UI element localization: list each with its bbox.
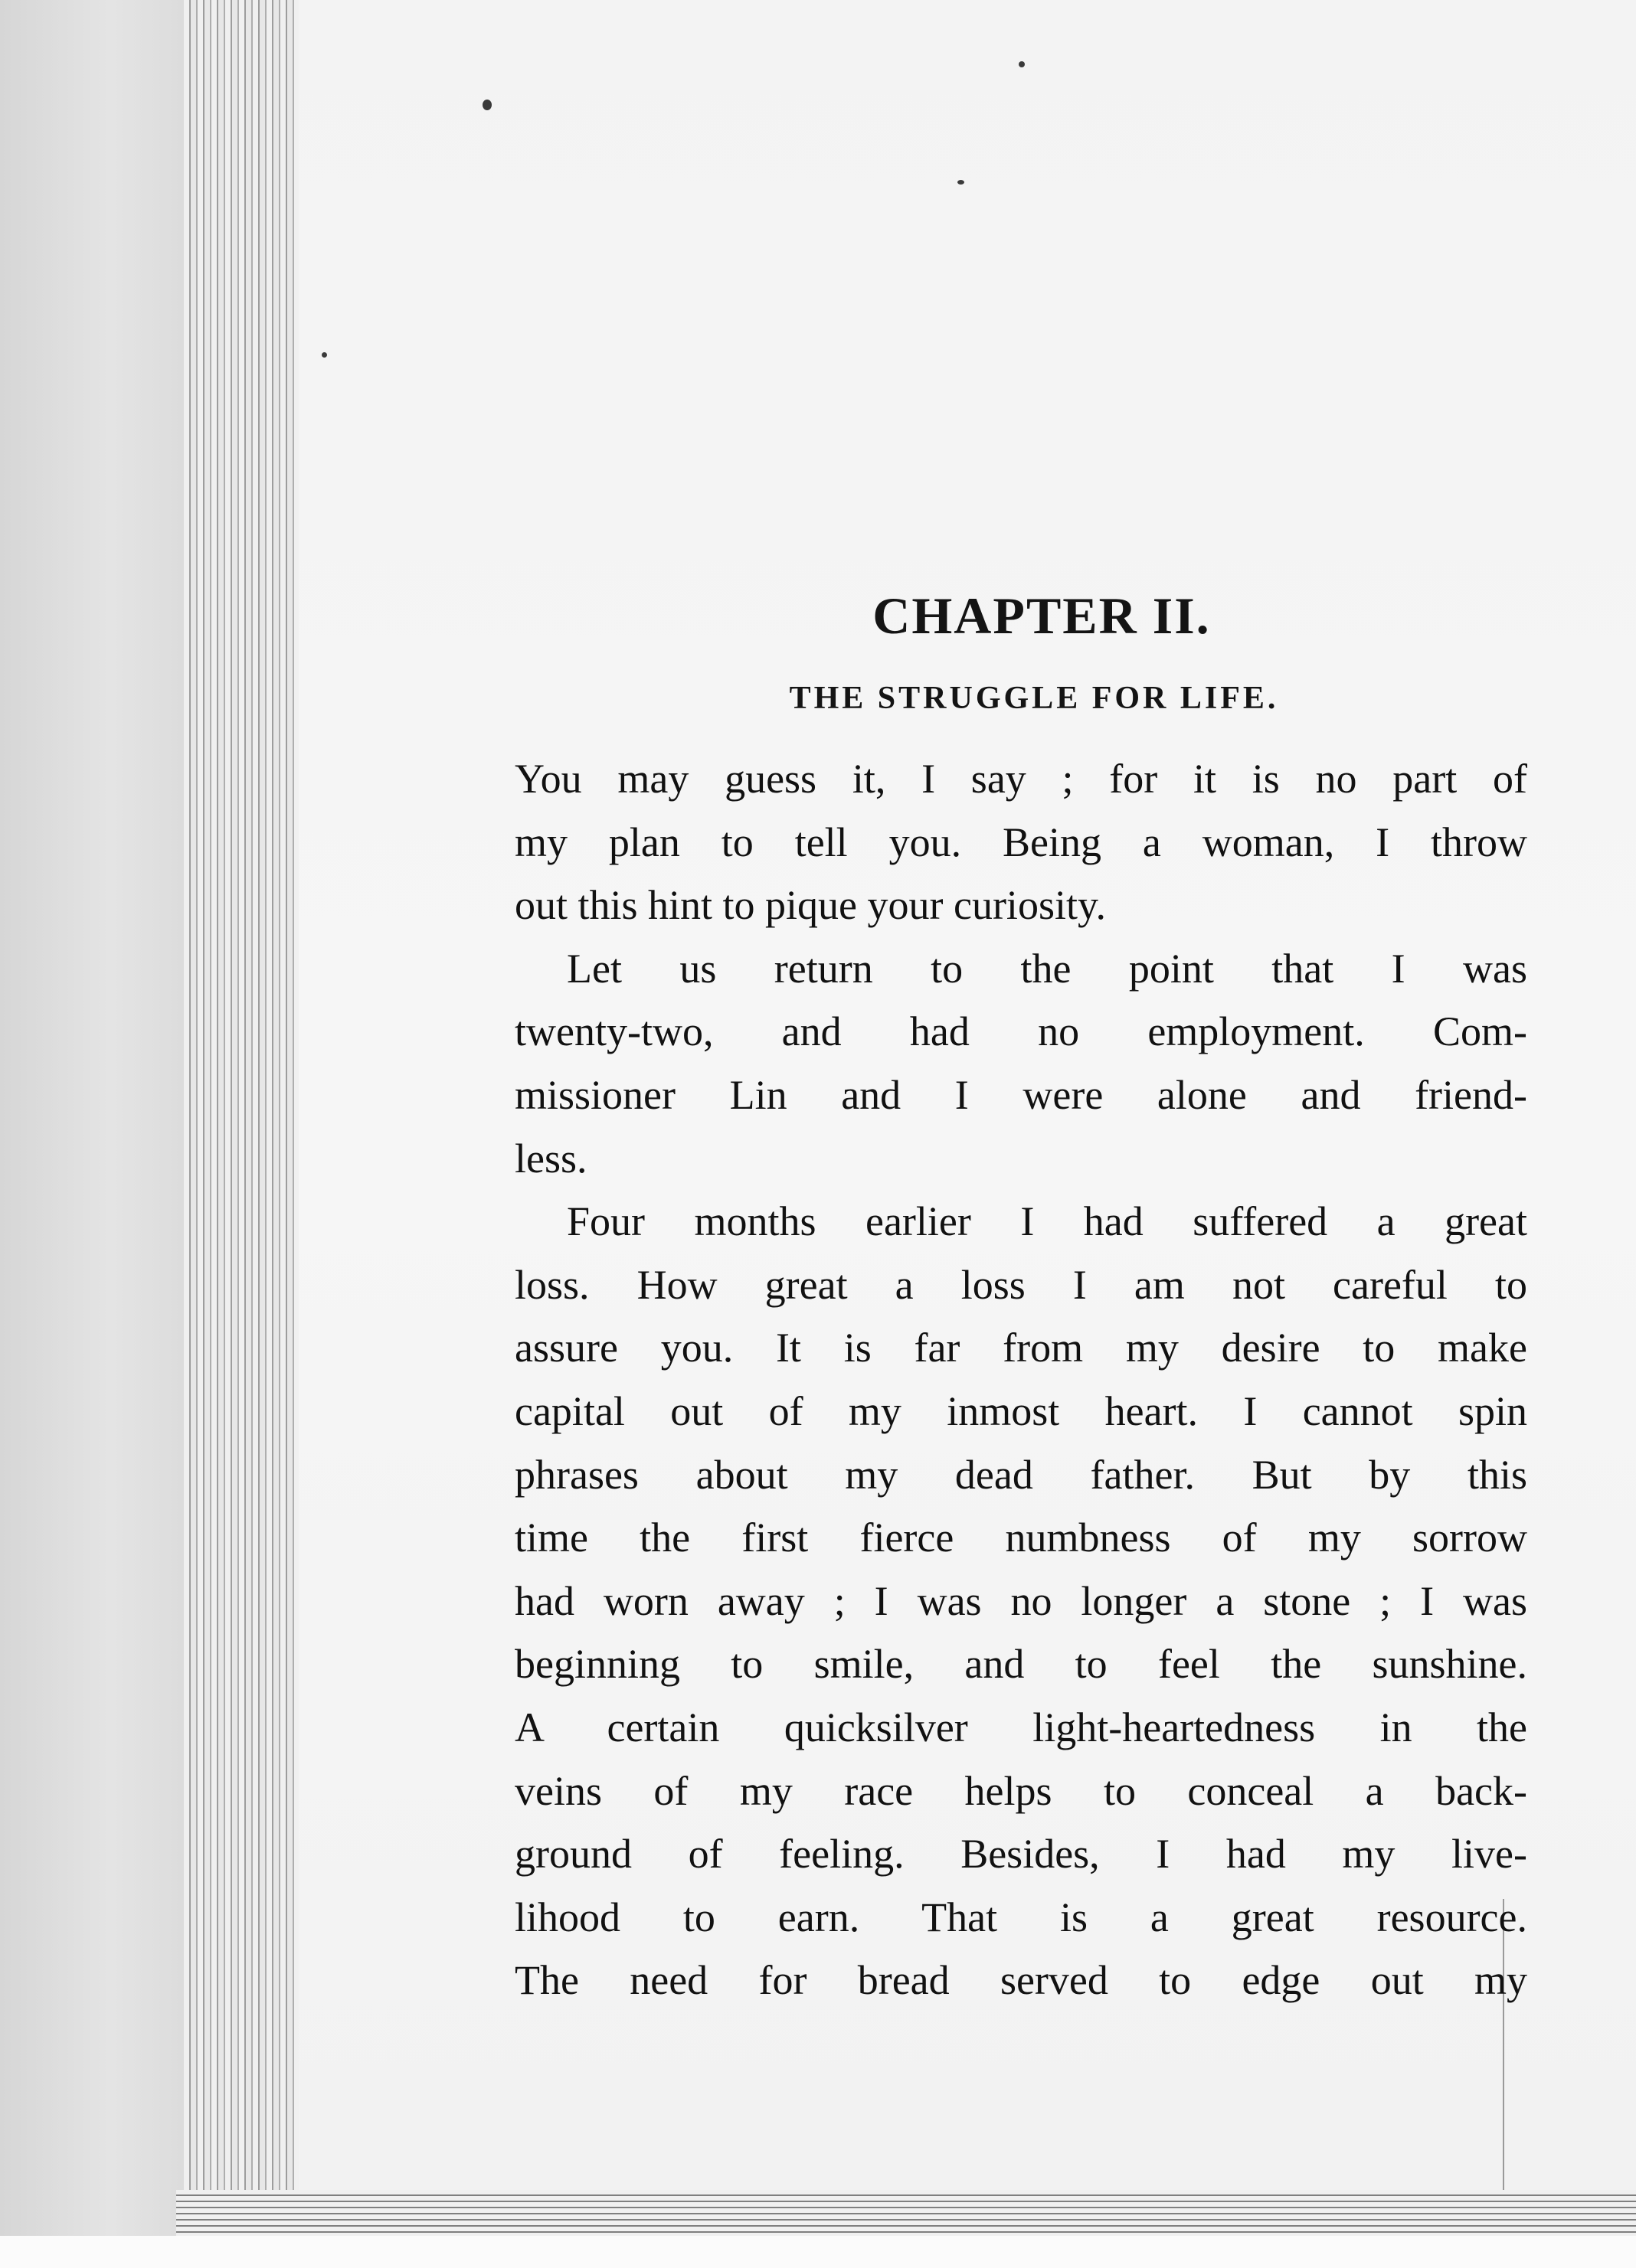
text-line: twenty-two, and had no employment. Com- [515,1008,1527,1055]
text-line: missioner Lin and I were alone and friend- [515,1071,1527,1118]
paragraph [515,747,1527,937]
paragraph [515,937,1527,1190]
text-line: A certain quicksilver light-heartedness in the [515,1704,1527,1750]
chapter-body-text [515,747,1527,2012]
dust-speck [957,180,964,185]
text-line: You may guess it, I say ; for it is no part of [515,756,1527,802]
text-line: loss. How great a loss I am not careful to [515,1261,1527,1308]
dust-speck [1019,61,1025,67]
book-bottom-edge [176,2190,1636,2236]
text-line: phrases about my dead father. But by this [515,1451,1527,1498]
dust-speck [322,352,327,358]
text-line: lihood to earn. That is a great resource. [515,1894,1527,1940]
text-line: less. [515,1135,587,1181]
chapter-title: CHAPTER II. [872,587,1211,645]
text-line: my plan to tell you. Being a woman, I throw [515,819,1527,865]
text-line: The need for bread served to edge out my [515,1957,1527,2004]
text-line: Four months earlier I had suffered a great [567,1198,1527,1245]
text-line: beginning to smile, and to feel the sunshine. [515,1641,1527,1688]
text-line: time the first fierce numbness of my sorrow [515,1515,1527,1561]
text-line: assure you. It is far from my desire to make [515,1325,1527,1371]
text-line: veins of my race helps to conceal a back- [515,1767,1527,1814]
facing-page-margin [0,0,184,2268]
text-line: capital out of my inmost heart. I cannot spin [515,1387,1527,1434]
text-line: Let us return to the point that I was [567,945,1527,992]
text-line: out this hint to pique your curiosity. [515,882,1106,929]
paragraph [515,1190,1527,2012]
text-line: ground of feeling. Besides, I had my live- [515,1831,1527,1877]
dust-speck [483,100,492,110]
book-page-edges [184,0,306,2221]
chapter-subtitle: THE STRUGGLE FOR LIFE. [789,681,1279,716]
scan-bottom-border [0,2236,1636,2268]
text-line: had worn away ; I was no longer a stone ; I was [515,1577,1527,1624]
